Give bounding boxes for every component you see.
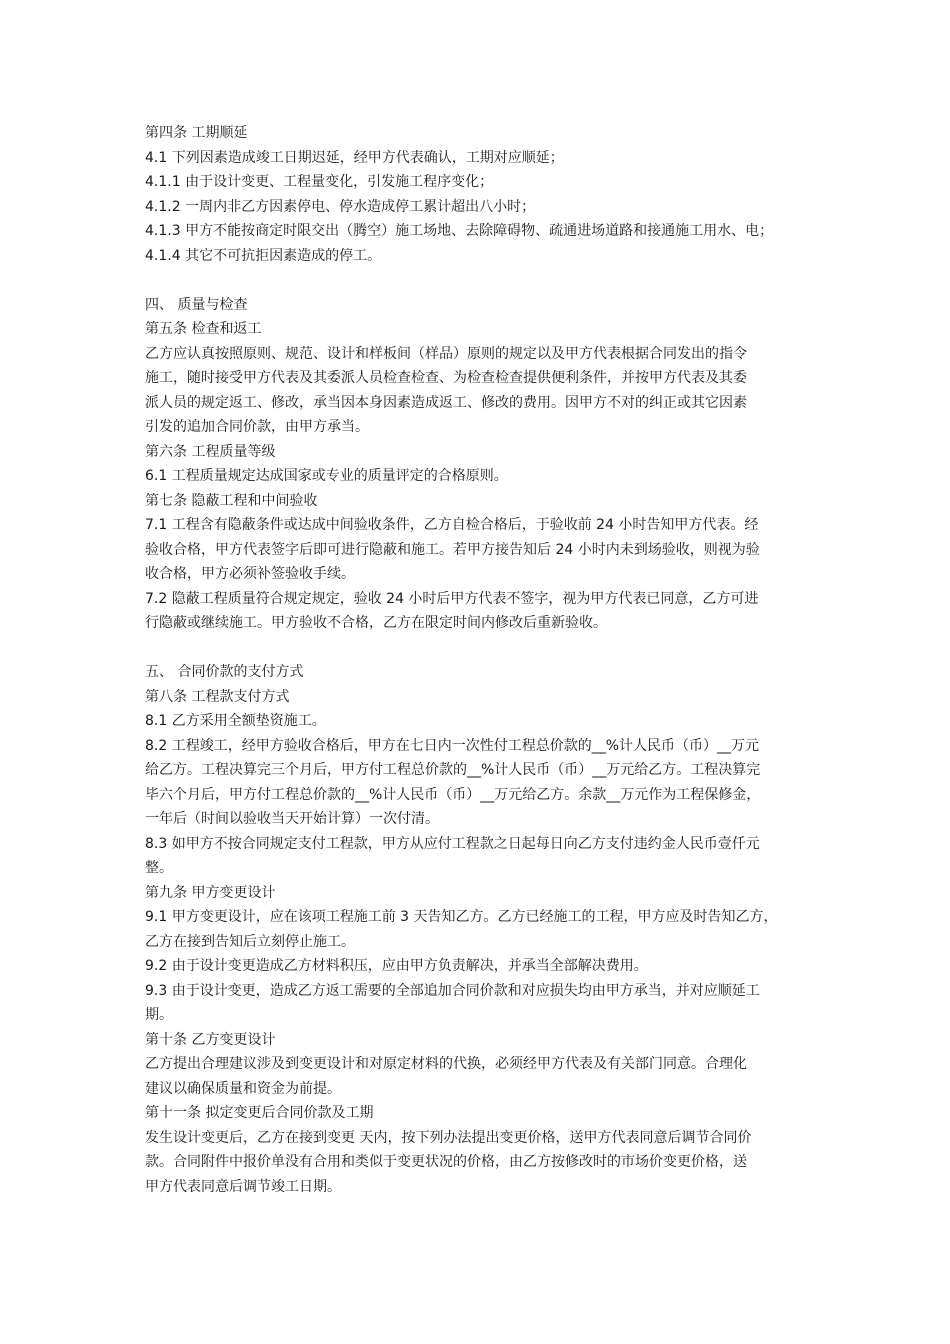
spacer [145,636,815,661]
clause-6-1: 6.1 工程质量规定达成国家或专业的质量评定的合格原则。 [145,468,508,484]
article-8-title: 第八条 工程款支付方式 [145,688,290,705]
article-7-title: 第七条 隐蔽工程和中间验收 [145,492,318,509]
clause-9-1-line: 乙方在接到告知后立刻停止施工。 [145,933,355,950]
spacer [145,268,815,293]
article-5-body-line: 乙方应认真按照原则、规范、设计和样板间（样品）原则的规定以及甲方代表根据合同发出的指令 [145,345,747,362]
clause-8-2-line: 给乙方。工程决算完三个月后，甲方付工程总价款的__%计人民币（币）__万元给乙方。工程决算完 [145,762,761,778]
clause-8-2-line: 一年后（时间以验收当天开始计算）一次付清。 [145,811,439,827]
clause-4-1-2: 4.1.2 一周内非乙方因素停电、停水造成停工累计超出八小时； [145,198,536,215]
clause-9-1-line: 9.1 甲方变更设计，应在该项工程施工前 3 天告知乙方。乙方已经施工的工程，甲方应及时告知乙方， [145,909,778,925]
clause-4-1-3: 4.1.3 甲方不能按商定时限交出（腾空）施工场地、去除障碍物、疏通进场道路和接通施工用水、电； [145,223,774,239]
article-11-body-line: 发生设计变更后，乙方在接到变更 天内，按下列办法提出变更价格，送甲方代表同意后调节合同价 [145,1129,752,1146]
article-5-body-line: 派人员的规定返工、修改，承当因本身因素造成返工、修改的费用。因甲方不对的纠正或其它因素 [145,394,747,411]
section-4-heading: 四、 质量与检查 [145,296,248,313]
clause-4-1: 4.1 下列因素造成竣工日期迟延，经甲方代表确认，工期对应顺延； [145,149,564,166]
article-11-body-line: 款。合同附件中报价单没有合用和类似于变更状况的价格，由乙方按修改时的市场价变更价格，送 [145,1154,747,1170]
clause-9-3-line: 9.3 由于设计变更，造成乙方返工需要的全部追加合同价款和对应损失均由甲方承当，并对应顺延工 [145,982,760,999]
article-11-title: 第十一条 拟定变更后合同价款及工期 [145,1105,374,1121]
document-page [145,121,815,1199]
clause-7-1-line: 7.1 工程含有隐蔽条件或达成中间验收条件，乙方自检合格后，于验收前 24 小时告知甲方代表。经 [145,517,759,533]
article-10-title: 第十条 乙方变更设计 [145,1031,276,1048]
article-5-body-line: 施工，随时接受甲方代表及其委派人员检查检查、为检查检查提供便利条件，并按甲方代表及其委 [145,370,747,386]
article-5-body-line: 引发的追加合同价款，由甲方承当。 [145,419,369,435]
article-9-title: 第九条 甲方变更设计 [145,884,276,901]
section-5-heading: 五、 合同价款的支付方式 [145,664,304,680]
clause-8-3-line: 整。 [145,860,173,876]
clause-8-1: 8.1 乙方采用全额垫资施工。 [145,713,326,729]
clause-4-1-4: 4.1.4 其它不可抗拒因素造成的停工。 [145,247,382,264]
article-10-body-line: 乙方提出合理建议涉及到变更设计和对原定材料的代换，必须经甲方代表及有关部门同意。合理化 [145,1056,747,1072]
clause-8-3-line: 8.3 如甲方不按合同规定支付工程款，甲方从应付工程款之日起每日向乙方支付违约金人民币壹仟元 [145,835,760,852]
clause-7-2-line: 行隐蔽或继续施工。甲方验收不合格，乙方在限定时间内修改后重新验收。 [145,615,607,631]
clause-7-2-line: 7.2 隐蔽工程质量符合规定规定，验收 24 小时后甲方代表不签字，视为甲方代表已同意，乙方可进 [145,590,759,607]
clause-4-1-1: 4.1.1 由于设计变更、工程量变化，引发施工程序变化； [145,174,494,190]
clause-7-1-line: 收合格，甲方必须补签验收手续。 [145,566,355,582]
clause-8-2-line: 8.2 工程竣工，经甲方验收合格后，甲方在七日内一次性付工程总价款的__%计人民币（币）__万元 [145,737,760,754]
clause-8-2-line: 毕六个月后，甲方付工程总价款的__%计人民币（币）__万元给乙方。余款__万元作为工程保修金， [145,786,761,803]
article-4-title: 第四条 工期顺延 [145,125,248,141]
clause-7-1-line: 验收合格，甲方代表签字后即可进行隐蔽和施工。若甲方接告知后 24 小时内未到场验收，则视为验 [145,541,760,558]
article-5-title: 第五条 检查和返工 [145,321,262,337]
clause-9-3-line: 期。 [145,1007,173,1023]
article-11-body-line: 甲方代表同意后调节竣工日期。 [145,1178,341,1195]
article-6-title: 第六条 工程质量等级 [145,443,276,460]
clause-9-2: 9.2 由于设计变更造成乙方材料积压，应由甲方负责解决，并承当全部解决费用。 [145,958,648,974]
article-10-body-line: 建议以确保质量和资金为前提。 [145,1080,341,1097]
